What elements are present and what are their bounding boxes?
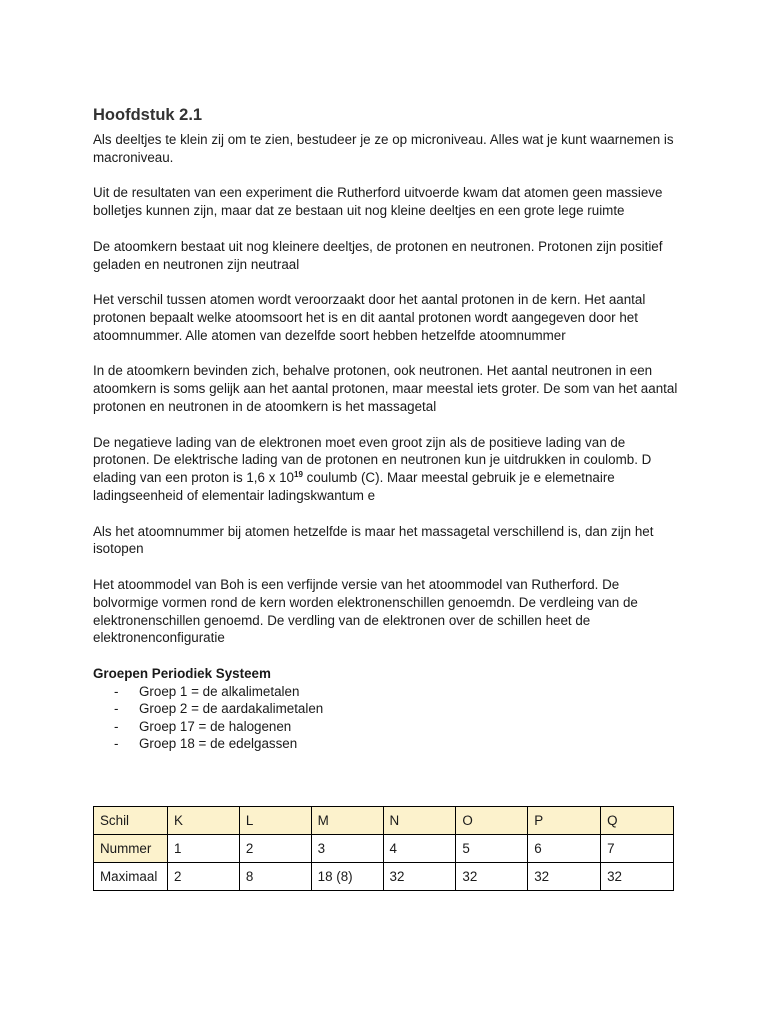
table-header-cell: P	[528, 807, 601, 835]
bullet-dash: -	[114, 701, 119, 717]
list-item-text: Groep 1 = de alkalimetalen	[139, 683, 300, 699]
document-page	[93, 104, 683, 752]
list-item	[93, 700, 683, 717]
table-cell: 7	[601, 835, 674, 863]
table-cell: 3	[311, 835, 383, 863]
bullet-dash: -	[114, 735, 119, 751]
table-row	[94, 835, 674, 863]
groups-list	[93, 683, 683, 753]
table-header-cell: O	[456, 807, 528, 835]
table-cell: 4	[383, 835, 456, 863]
table-cell: 5	[456, 835, 528, 863]
list-item	[93, 683, 683, 700]
table-header-cell: Schil	[94, 807, 168, 835]
table-header-row	[94, 807, 674, 835]
list-item-text: Groep 18 = de edelgassen	[139, 735, 298, 751]
table-cell: 32	[456, 863, 528, 891]
groups-heading: Groepen Periodiek Systeem	[93, 665, 271, 681]
table-row-label: Nummer	[94, 835, 168, 863]
paragraph-isotopen: Als het atoomnummer bij atomen hetzelfde is maar het massagetal verschillend is, dan zijn het isotopen	[93, 523, 654, 557]
bullet-dash: -	[114, 683, 119, 699]
table-row-label: Maximaal	[94, 863, 168, 891]
list-item	[93, 718, 683, 735]
table-cell: 2	[167, 863, 239, 891]
list-item	[93, 735, 683, 752]
paragraph-micro-macro: Als deeltjes te klein zij om te zien, bestudeer je ze op microniveau. Alles wat je kunt waarnemen is macroniveau.	[93, 132, 674, 165]
table-cell: 8	[239, 863, 311, 891]
table-cell: 18 (8)	[311, 863, 383, 891]
list-item-text: Groep 2 = de aardakalimetalen	[139, 701, 324, 717]
table-cell: 32	[601, 863, 674, 891]
lading-text-after: coulumb (C). Maar meestal gebruik je e elemetnaire ladingseenheid of elementair ladingskwantum e	[93, 470, 615, 503]
page-title: Hoofdstuk 2.1	[93, 106, 203, 124]
list-item-text: Groep 17 = de halogenen	[139, 718, 292, 734]
table-cell: 1	[167, 835, 239, 863]
paragraph-bohr: Het atoommodel van Boh is een verfijnde versie van het atoommodel van Rutherford. De bolvormige vormen rond de kern worden elektronenschillen genoemdn. De verdleing van de elektronenschillen genoemd. De verdling van de elektronen over de schillen heet de elektronenconfiguratie	[93, 576, 638, 646]
table-header-cell: K	[167, 807, 239, 835]
paragraph-rutherford: Uit de resultaten van een experiment die Rutherford uitvoerde kwam dat atomen geen massieve bolletjes kunnen zijn, maar dat ze bestaan uit nog kleine deeltjes en een grote lege ruimte	[93, 185, 663, 219]
lading-text-before: De negatieve lading van de elektronen moet even groot zijn als de positieve lading van de protonen. De elektrische lading van de protonen en neutronen kun je uitdrukken in coulomb. D elading van een proton is 1,6 x 10	[93, 434, 652, 486]
bullet-dash: -	[114, 718, 119, 734]
table-header-cell: N	[383, 807, 456, 835]
table-row	[94, 863, 674, 891]
table-cell: 2	[239, 835, 311, 863]
table-header-cell: M	[311, 807, 383, 835]
table-cell: 32	[528, 863, 601, 891]
table-header-cell: L	[239, 807, 311, 835]
paragraph-massagetal: In de atoomkern bevinden zich, behalve protonen, ook neutronen. Het aantal neutronen in een atoomkern is soms gelijk aan het aantal protonen, maar meestal iets groter. De som van het aantal protonen en neutronen in de atoomkern is het massagetal	[93, 363, 678, 414]
table-cell: 32	[383, 863, 456, 891]
shells-table	[93, 806, 674, 891]
paragraph-atoomnummer: Het verschil tussen atomen wordt veroorzaakt door het aantal protonen in de kern. Het aantal protonen bepaalt welke atoomsoort het is en dit aantal protonen wordt aangegeven door het atoomnummer. Alle atomen van dezelfde soort hebben hetzelfde atoomnummer	[93, 292, 646, 343]
table-cell: 6	[528, 835, 601, 863]
paragraph-atoomkern: De atoomkern bestaat uit nog kleinere deeltjes, de protonen en neutronen. Protonen zijn positief geladen en neutronen zijn neutraal	[93, 238, 663, 272]
lading-exponent: 19	[294, 470, 303, 480]
paragraph-lading	[93, 434, 683, 505]
table-header-cell: Q	[601, 807, 674, 835]
